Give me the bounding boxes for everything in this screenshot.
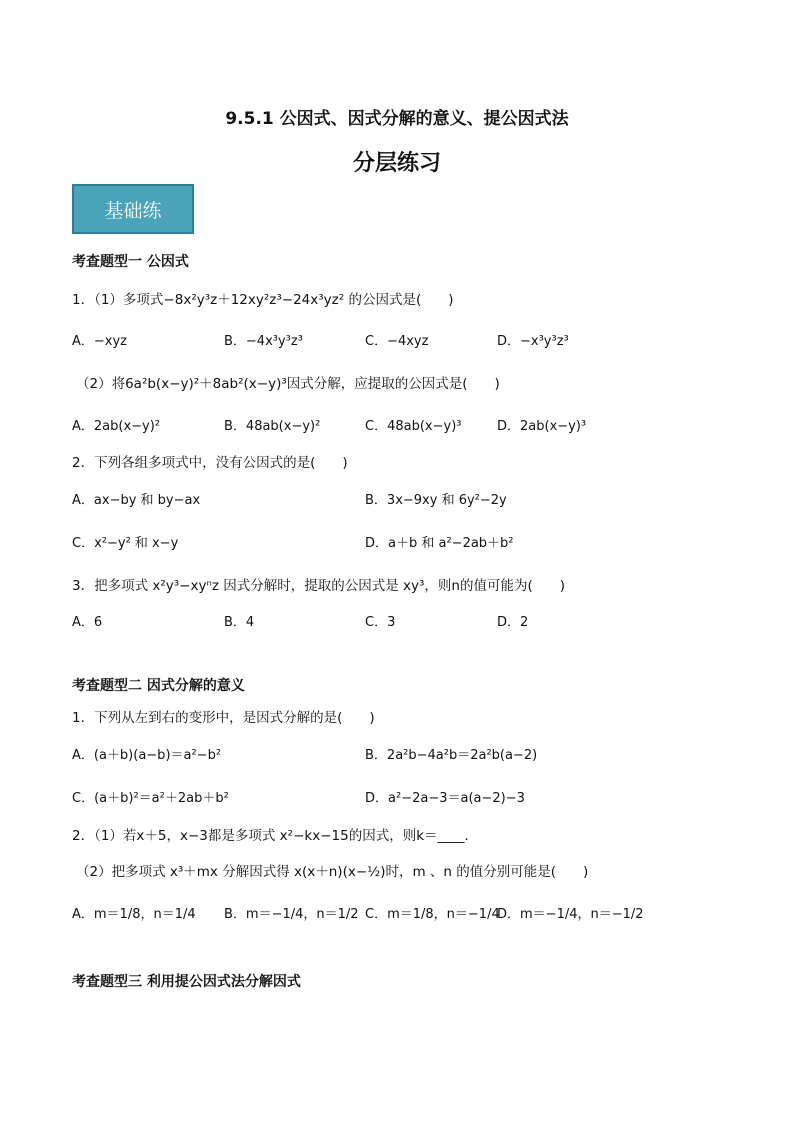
option-a: A．6: [72, 615, 103, 630]
section-heading: 考查题型三 利用提公因式法分解因式: [72, 974, 301, 990]
option-d: D．m＝−1/4，n＝−1/2: [497, 907, 644, 922]
option-b: B．48ab(x−y)²: [224, 419, 321, 434]
question-stem: 1．下列从左到右的变形中，是因式分解的是( ): [72, 710, 375, 726]
option-b: B．2a²b−4a²b＝2a²b(a−2): [365, 748, 538, 763]
option-d: D．a＋b 和 a²−2ab＋b²: [365, 536, 514, 551]
option-c: C．x²−y² 和 x−y: [72, 536, 179, 551]
option-a: A．m＝1/8，n＝1/4: [72, 907, 196, 922]
option-b: B．3x−9xy 和 6y²−2y: [365, 493, 507, 508]
worksheet-subtitle: 分层练习: [352, 151, 441, 176]
option-d: D．2ab(x−y)³: [497, 419, 587, 434]
worksheet-title: 9.5.1 公因式、因式分解的意义、提公因式法: [225, 109, 569, 129]
question-stem: （2）把多项式 x³＋mx 分解因式得 x(x＋n)(x−½)时，m 、n 的值分别可能是( ): [76, 864, 589, 880]
option-b: B．4: [224, 615, 255, 630]
section-heading: 考查题型二 因式分解的意义: [72, 678, 245, 694]
option-c: C．(a＋b)²＝a²＋2ab＋b²: [72, 791, 229, 806]
option-d: D．−x³y³z³: [497, 334, 569, 349]
option-a: A．−xyz: [72, 334, 127, 349]
level-badge: [72, 184, 194, 234]
question-stem: （2）将6a²b(x−y)²＋8ab²(x−y)³因式分解，应提取的公因式是( ): [76, 376, 500, 392]
option-c: C．m＝1/8，n＝−1/4: [365, 907, 500, 922]
option-b: B．m＝−1/4，n＝1/2: [224, 907, 359, 922]
option-a: A．(a＋b)(a−b)＝a²−b²: [72, 748, 222, 763]
question-stem: 2．下列各组多项式中，没有公因式的是( ): [72, 455, 348, 471]
question-stem: 2．（1）若x＋5，x−3都是多项式 x²−kx−15的因式，则k＝____．: [72, 828, 479, 844]
option-d: D．a²−2a−3＝a(a−2)−3: [365, 791, 525, 806]
option-b: B．−4x³y³z³: [224, 334, 303, 349]
option-d: D．2: [497, 615, 529, 630]
option-c: C．3: [365, 615, 396, 630]
option-a: A．2ab(x−y)²: [72, 419, 161, 434]
section-heading: 考查题型一 公因式: [72, 254, 189, 270]
option-a: A．ax−by 和 by−ax: [72, 493, 201, 508]
question-stem: 1．（1）多项式−8x²y³z＋12xy²z³−24x³yz² 的公因式是( ): [72, 292, 454, 308]
question-stem: 3．把多项式 x²y³−xyⁿz 因式分解时，提取的公因式是 xy³，则n的值可能为( ): [72, 578, 565, 594]
option-c: C．−4xyz: [365, 334, 429, 349]
level-badge-label: 基础练: [104, 199, 162, 222]
option-c: C．48ab(x−y)³: [365, 419, 462, 434]
